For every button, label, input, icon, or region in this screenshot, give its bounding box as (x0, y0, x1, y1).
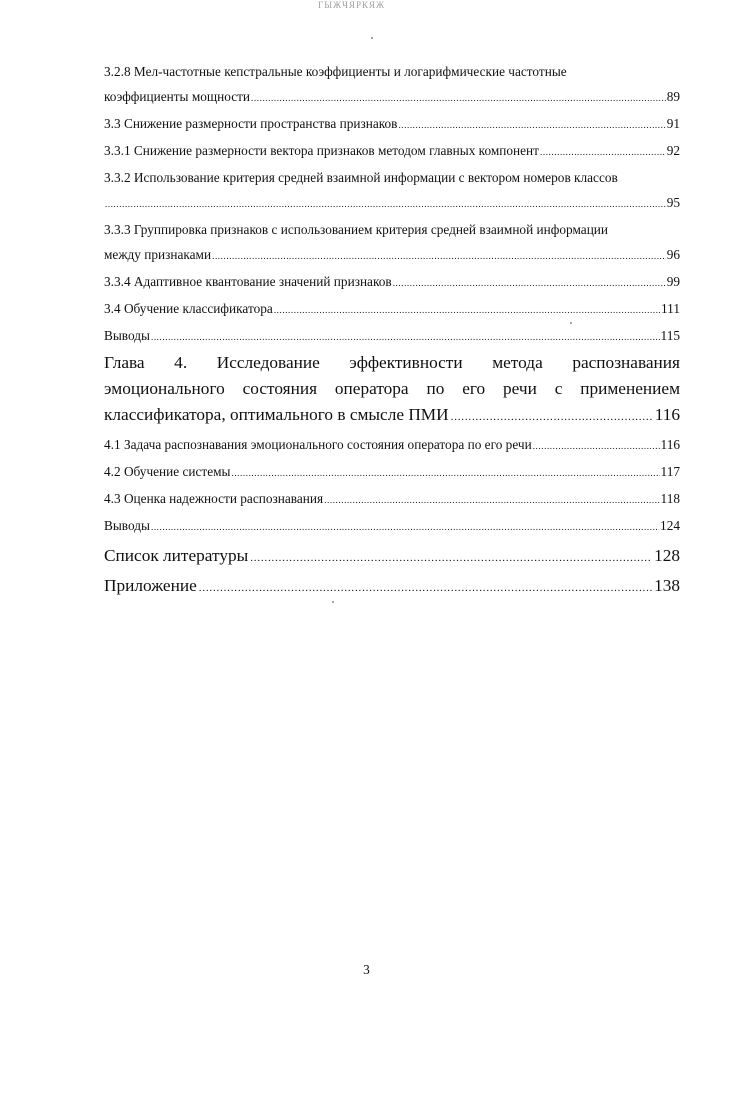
dot-leader (451, 404, 653, 430)
chapter-heading-page: 116 (654, 405, 680, 424)
toc-entry-page: 96 (666, 247, 680, 262)
toc-entry[interactable] (104, 327, 680, 346)
toc-entry[interactable] (104, 490, 680, 509)
dot-leader (231, 465, 659, 482)
toc-entry-title: Приложение (104, 576, 197, 595)
toc-entry-title: 3.4 Обучение классификатора (104, 301, 273, 316)
toc-entry[interactable] (104, 88, 680, 107)
toc-entry-line: 3.3.3 Группировка признаков с использованием критерия средней взаимной информации (104, 222, 609, 237)
dot-leader (212, 248, 666, 265)
toc-entry[interactable] (104, 142, 680, 161)
toc-entry-title: 3.3 Снижение размерности пространства признаков (104, 116, 398, 131)
dot-leader (533, 438, 660, 455)
dot-leader (250, 544, 652, 572)
toc-entry-page: 89 (666, 89, 680, 104)
scan-speck (371, 37, 373, 39)
page-number: 3 (363, 962, 370, 977)
dot-leader (151, 329, 660, 346)
dot-leader (324, 492, 659, 509)
dot-leader (540, 144, 666, 161)
toc-entry-appendix[interactable] (104, 572, 680, 602)
toc-entry[interactable] (104, 517, 680, 536)
toc-entry-page: 95 (666, 195, 680, 210)
toc-entry[interactable] (104, 246, 680, 265)
toc-entry-title: 3.3.1 Снижение размерности вектора признаков методом главных компонент (104, 143, 539, 158)
toc-entry-page: 91 (666, 116, 680, 131)
toc-entry-title: коэффициенты мощности (104, 89, 251, 104)
dot-leader (105, 196, 666, 213)
dot-leader (151, 519, 659, 536)
toc-entry-title: 4.2 Обучение системы (104, 464, 231, 479)
toc-entry-title: 4.3 Оценка надежности распознавания (104, 491, 324, 506)
scan-header-mark: ГЫЖЧЯРКЯЖ (318, 0, 386, 10)
toc-entry-title: Выводы (104, 518, 150, 533)
toc-entry[interactable] (104, 300, 680, 319)
chapter-heading-title: классификатора, оптимального в смысле ПМИ (104, 405, 449, 424)
toc-entry[interactable] (104, 194, 680, 213)
toc-entry-page: 116 (660, 437, 680, 452)
toc-entry-title: 4.1 Задача распознавания эмоционального состояния оператора по его речи (104, 437, 532, 452)
toc-entry[interactable] (104, 115, 680, 134)
toc-entry-page: 115 (660, 328, 680, 343)
toc-entry-page: 124 (660, 518, 680, 533)
dot-leader (199, 574, 652, 602)
chapter-heading-entry[interactable] (104, 402, 680, 430)
toc-entry[interactable] (104, 273, 680, 292)
chapter-heading-line: эмоционального состояния оператора по его речи с применением (104, 379, 680, 398)
dot-leader (398, 117, 665, 134)
toc-entry-page: 118 (660, 491, 680, 506)
toc-entry-title: Список литературы (104, 546, 249, 565)
toc-entry[interactable] (104, 436, 680, 455)
dot-leader (251, 90, 666, 107)
toc-entry-page: 111 (661, 301, 680, 316)
toc-entry-title: между признаками (104, 247, 212, 262)
dot-leader (393, 275, 666, 292)
toc-entry-page: 128 (654, 546, 680, 565)
toc-entry-references[interactable] (104, 542, 680, 572)
toc-entry-page: 117 (660, 464, 680, 479)
dot-leader (274, 302, 660, 319)
toc-entry-title: Выводы (104, 328, 150, 343)
toc-entry-page: 99 (666, 274, 680, 289)
toc-entry-page: 138 (654, 576, 680, 595)
toc-entry[interactable] (104, 463, 680, 482)
chapter-heading-line: Глава 4. Исследование эффективности метода распознавания (104, 353, 680, 372)
toc-entry-line: 3.2.8 Мел-частотные кепстральные коэффициенты и логарифмические частотные (104, 64, 567, 79)
toc-entry-page: 92 (666, 143, 680, 158)
table-of-contents (104, 63, 680, 602)
toc-entry-line: 3.3.2 Использование критерия средней взаимной информации с вектором номеров классов (104, 170, 618, 185)
toc-entry-title: 3.3.4 Адаптивное квантование значений признаков (104, 274, 392, 289)
